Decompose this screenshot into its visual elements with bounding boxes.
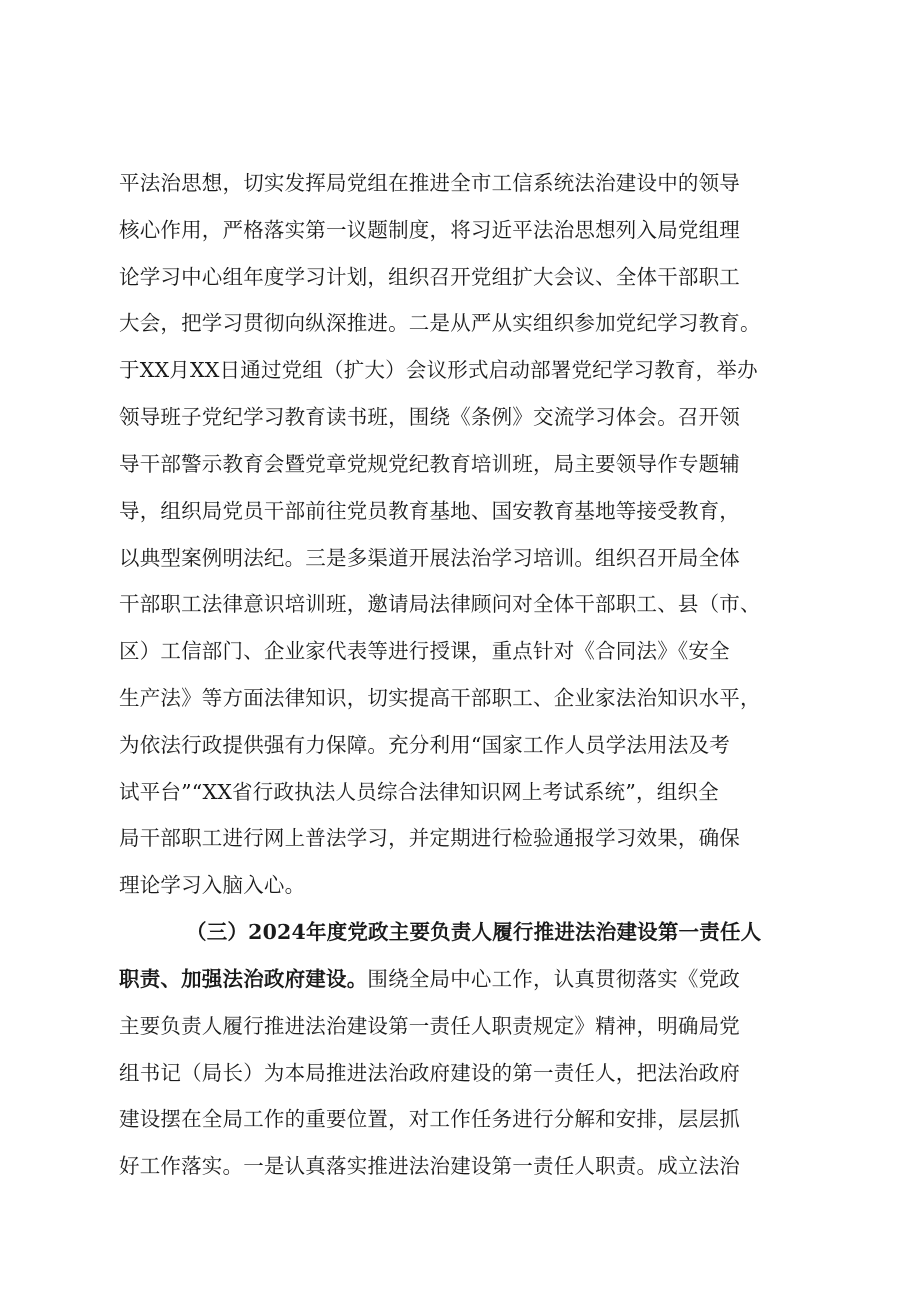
paragraph-line — [119, 962, 819, 996]
paragraph-line: 以典型案例明法纪。三是多渠道开展法治学习培训。组织召开局全体 — [119, 546, 740, 570]
paragraph-line: 导，组织局党员干部前往党员教育基地、国安教育基地等接受教育， — [119, 499, 740, 523]
paragraph-line: 平法治思想，切实发挥局党组在推进全市工信系统法治建设中的领导 — [119, 171, 740, 195]
paragraph-line: 好工作落实。一是认真落实推进法治建设第一责任人职责。成立法治 — [119, 1154, 740, 1178]
paragraph-text: 围绕全局中心工作，认真贯彻落实《党政 — [367, 967, 741, 991]
paragraph-line: 领导班子党纪学习教育读书班，围绕《条例》交流学习体会。召开领 — [119, 405, 740, 429]
section-heading: （三）2024年度党政主要负责人履行推进法治建设第一责任人 — [186, 920, 762, 944]
paragraph-line: 建设摆在全局工作的重要位置，对工作任务进行分解和安排，层层抓 — [119, 1107, 740, 1131]
paragraph-line: 为依法行政提供强有力保障。充分利用“国家工作人员学法用法及考 — [119, 733, 730, 757]
paragraph-line: 导干部警示教育会暨党章党规党纪教育培训班，局主要领导作专题辅 — [119, 452, 740, 476]
section-heading-continuation: 职责、加强法治政府建设。 — [119, 967, 368, 991]
paragraph-line: 大会，把学习贯彻向纵深推进。二是从严从实组织参加党纪学习教育。 — [119, 311, 761, 335]
paragraph-line: 干部职工法律意识培训班，邀请局法律顾问对全体干部职工、县（市、 — [119, 592, 761, 616]
paragraph-line: 局干部职工进行网上普法学习，并定期进行检验通报学习效果，确保 — [119, 826, 740, 850]
paragraph-line: 于XX月XX日通过党组（扩大）会议形式启动部署党纪学习教育，举办 — [119, 358, 758, 382]
paragraph-line: 试平台”“XX省行政执法人员综合法律知识网上考试系统”，组织全 — [119, 780, 719, 804]
paragraph-line: 论学习中心组年度学习计划，组织召开党组扩大会议、全体干部职工 — [119, 265, 740, 289]
paragraph-line: 组书记（局长）为本局推进法治政府建设的第一责任人，把法治政府 — [119, 1061, 740, 1085]
paragraph-line: 主要负责人履行推进法治建设第一责任人职责规定》精神，明确局党 — [119, 1014, 740, 1038]
paragraph-line: 生产法》等方面法律知识，切实提高干部职工、企业家法治知识水平， — [119, 686, 761, 710]
paragraph-line: 核心作用，严格落实第一议题制度，将习近平法治思想列入局党组理 — [119, 218, 740, 242]
paragraph-line: 理论学习入脑入心。 — [119, 873, 306, 897]
paragraph-line: 区）工信部门、企业家代表等进行授课，重点针对《合同法》《安全 — [119, 639, 730, 663]
